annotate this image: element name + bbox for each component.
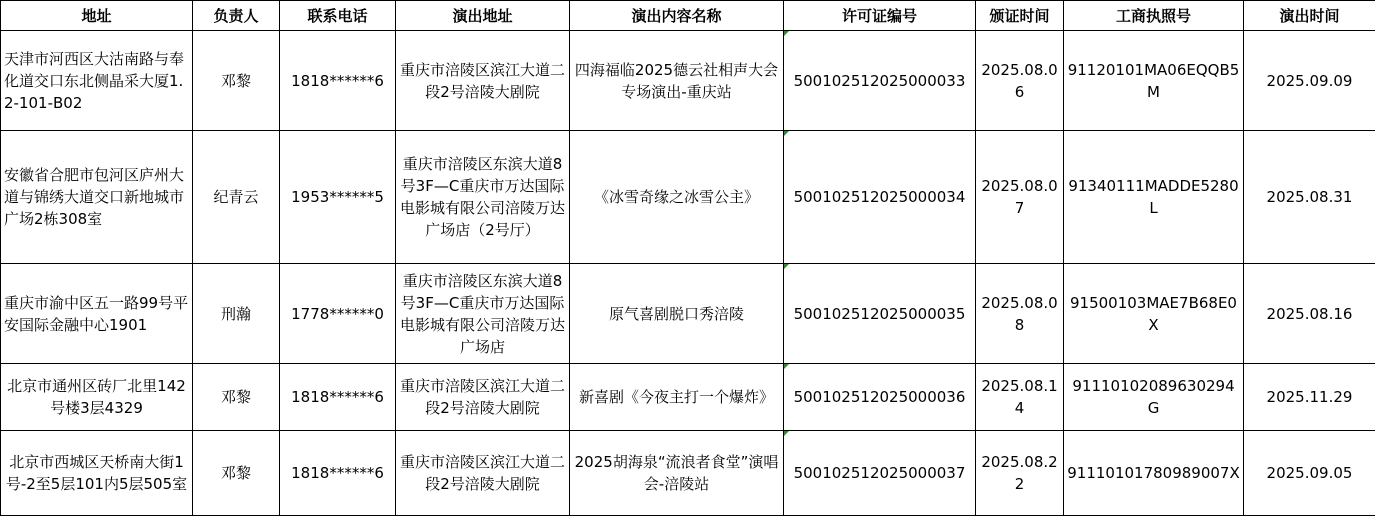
cell-show-date: 2025.08.16	[1244, 264, 1375, 364]
cell-show-date: 2025.11.29	[1244, 364, 1375, 431]
cell-title: 《冰雪奇缘之冰雪公主》	[570, 131, 784, 264]
cell-license: 500102512025000037	[784, 431, 976, 516]
header-address: 地址	[1, 1, 193, 31]
cell-issue-date: 2025.08.08	[976, 264, 1064, 364]
cell-biz-license: 91120101MA06EQQB5M	[1064, 31, 1244, 131]
cell-phone: 1818******6	[280, 364, 396, 431]
cell-person: 纪青云	[193, 131, 280, 264]
cell-person: 邓黎	[193, 31, 280, 131]
header-phone: 联系电话	[280, 1, 396, 31]
cell-person: 邓黎	[193, 431, 280, 516]
cell-issue-date: 2025.08.14	[976, 364, 1064, 431]
header-title: 演出内容名称	[570, 1, 784, 31]
cell-title: 2025胡海泉“流浪者食堂”演唱会-涪陵站	[570, 431, 784, 516]
cell-title: 原气喜剧脱口秀涪陵	[570, 264, 784, 364]
cell-address: 重庆市渝中区五一路99号平安国际金融中心1901	[1, 264, 193, 364]
cell-biz-license: 91500103MAE7B68E0X	[1064, 264, 1244, 364]
cell-title: 四海福临2025德云社相声大会专场演出-重庆站	[570, 31, 784, 131]
header-row	[1, 1, 1375, 31]
cell-phone: 1778******0	[280, 264, 396, 364]
cell-biz-license: 91110101780989007X	[1064, 431, 1244, 516]
header-biz-license: 工商执照号	[1064, 1, 1244, 31]
header-license: 许可证编号	[784, 1, 976, 31]
cell-venue: 重庆市涪陵区滨江大道二段2号涪陵大剧院	[396, 364, 570, 431]
cell-venue: 重庆市涪陵区东滨大道8号3F—C重庆市万达国际电影城有限公司涪陵万达广场店	[396, 264, 570, 364]
cell-address: 安徽省合肥市包河区庐州大道与锦绣大道交口新地城市广场2栋308室	[1, 131, 193, 264]
cell-phone: 1818******6	[280, 431, 396, 516]
cell-biz-license: 91110102089630294G	[1064, 364, 1244, 431]
cell-venue: 重庆市涪陵区滨江大道二段2号涪陵大剧院	[396, 431, 570, 516]
table-row	[1, 431, 1375, 516]
header-show-date: 演出时间	[1244, 1, 1375, 31]
cell-license: 500102512025000035	[784, 264, 976, 364]
header-issue-date: 颁证时间	[976, 1, 1064, 31]
cell-show-date: 2025.09.05	[1244, 431, 1375, 516]
cell-venue: 重庆市涪陵区东滨大道8号3F—C重庆市万达国际电影城有限公司涪陵万达广场店（2号厅）	[396, 131, 570, 264]
cell-address: 天津市河西区大沽南路与奉化道交口东北侧晶采大厦1.2-101-B02	[1, 31, 193, 131]
table-row	[1, 131, 1375, 264]
cell-person: 刑瀚	[193, 264, 280, 364]
cell-phone: 1818******6	[280, 31, 396, 131]
cell-person: 邓黎	[193, 364, 280, 431]
cell-license: 500102512025000036	[784, 364, 976, 431]
cell-phone: 1953******5	[280, 131, 396, 264]
cell-show-date: 2025.09.09	[1244, 31, 1375, 131]
cell-issue-date: 2025.08.06	[976, 31, 1064, 131]
cell-issue-date: 2025.08.07	[976, 131, 1064, 264]
cell-license: 500102512025000034	[784, 131, 976, 264]
cell-address: 北京市西城区天桥南大街1号-2至5层101内5层505室	[1, 431, 193, 516]
cell-biz-license: 91340111MADDE5280L	[1064, 131, 1244, 264]
cell-venue: 重庆市涪陵区滨江大道二段2号涪陵大剧院	[396, 31, 570, 131]
cell-issue-date: 2025.08.22	[976, 431, 1064, 516]
cell-show-date: 2025.08.31	[1244, 131, 1375, 264]
table-row	[1, 364, 1375, 431]
table-row	[1, 264, 1375, 364]
header-person: 负责人	[193, 1, 280, 31]
header-venue: 演出地址	[396, 1, 570, 31]
table-row	[1, 31, 1375, 131]
cell-license: 500102512025000033	[784, 31, 976, 131]
cell-title: 新喜剧《今夜主打一个爆炸》	[570, 364, 784, 431]
cell-address: 北京市通州区砖厂北里142号楼3层4329	[1, 364, 193, 431]
